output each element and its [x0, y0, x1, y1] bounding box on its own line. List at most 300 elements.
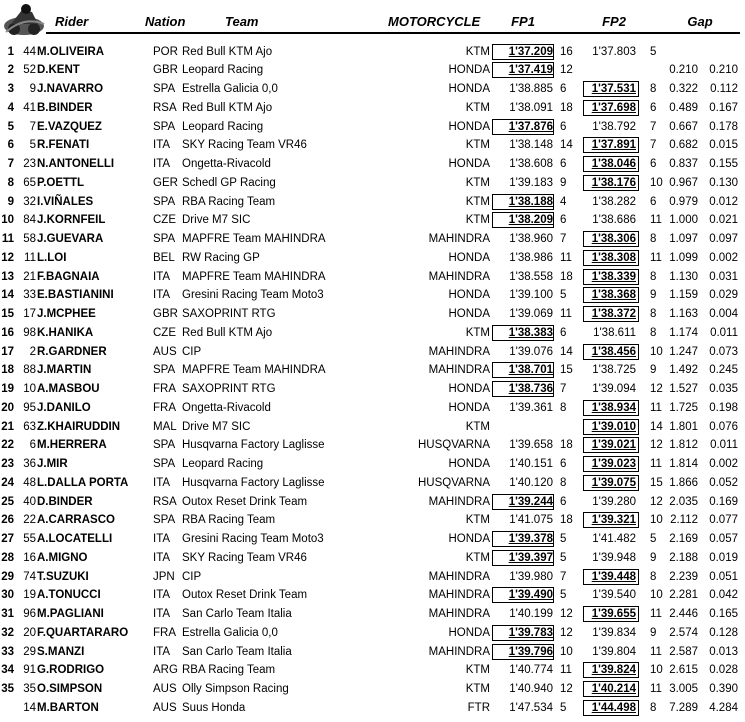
nation-cell: MAL: [153, 420, 177, 433]
fp1-time-cell: 1'39.397: [508, 551, 553, 564]
fp1-lap-cell: 14: [560, 345, 573, 358]
gap-previous-cell: 0.165: [709, 608, 738, 620]
gap-first-cell: 2.035: [669, 495, 698, 508]
fp1-lap-cell: 8: [560, 476, 567, 489]
rider-name-cell: M.BARTON: [37, 701, 99, 714]
position-cell: 27: [1, 533, 14, 545]
fp1-lap-cell: 15: [560, 364, 573, 377]
motorcycle-cell: HONDA: [448, 383, 490, 395]
position-cell: 9: [7, 195, 14, 208]
rider-name-cell: A.MIGNO: [37, 551, 88, 564]
nation-cell: SPA: [153, 458, 176, 470]
gap-first-cell: 2.239: [669, 570, 698, 583]
rider-name-cell: A.CARRASCO: [37, 514, 115, 527]
position-cell: 5: [7, 120, 14, 133]
fp2-lap-cell: 7: [650, 120, 657, 133]
motorcycle-cell: HUSQVARNA: [418, 476, 490, 489]
gap-first-cell: 1.174: [669, 326, 698, 339]
rider-number-cell: 20: [23, 626, 36, 639]
motorcycle-cell: KTM: [465, 683, 490, 695]
gap-previous-cell: 0.077: [709, 514, 738, 527]
motorcycle-cell: HONDA: [448, 308, 490, 320]
table-row: [0, 268, 745, 287]
fp2-lap-cell: 12: [650, 495, 663, 508]
nation-cell: BEL: [153, 251, 175, 264]
team-cell: CIP: [182, 570, 202, 583]
team-cell: CIP: [182, 345, 202, 358]
motorcycle-cell: HONDA: [448, 626, 490, 639]
rider-number-cell: 55: [23, 533, 36, 545]
table-row: [0, 99, 745, 118]
table-row: [0, 249, 745, 268]
fp2-lap-cell: 11: [650, 683, 662, 695]
rider-number-cell: 63: [23, 420, 36, 433]
gap-first-cell: 1.527: [669, 383, 698, 395]
team-cell: Olly Simpson Racing: [182, 683, 289, 695]
nation-cell: CZE: [153, 326, 176, 339]
nation-cell: CZE: [153, 214, 176, 227]
nation-cell: ITA: [153, 589, 171, 602]
motorcycle-cell: HONDA: [448, 120, 490, 133]
fp1-lap-cell: 14: [560, 139, 573, 152]
position-cell: 29: [1, 570, 14, 583]
gap-first-cell: 1.812: [669, 439, 698, 452]
header-fp2: FP2: [602, 14, 626, 29]
position-cell: 13: [1, 270, 14, 283]
fp2-time-cell: 1'38.725: [592, 364, 636, 377]
fp1-time-cell: 1'40.940: [509, 683, 553, 695]
fp1-time-cell: 1'39.980: [509, 570, 553, 583]
gap-previous-cell: 0.057: [709, 533, 738, 545]
nation-cell: AUS: [153, 683, 177, 695]
team-cell: Drive M7 SIC: [182, 420, 251, 433]
header-motorcycle: MOTORCYCLE: [388, 14, 481, 29]
fp2-lap-cell: 9: [650, 551, 657, 564]
gap-first-cell: 2.188: [669, 551, 698, 564]
gap-first-cell: 2.169: [669, 533, 698, 545]
position-cell: 35: [1, 683, 14, 695]
nation-cell: ITA: [153, 289, 171, 302]
gap-previous-cell: 0.097: [709, 233, 738, 245]
motorcycle-cell: MAHINDRA: [428, 589, 490, 602]
gap-first-cell: 0.489: [669, 101, 698, 114]
table-row: [0, 624, 745, 643]
motorcycle-cell: HONDA: [448, 289, 490, 302]
team-cell: San Carlo Team Italia: [182, 645, 292, 658]
rider-number-cell: 35: [23, 683, 36, 695]
fp1-time-cell: 1'39.244: [508, 495, 553, 508]
rider-number-cell: 7: [29, 120, 36, 133]
fp2-lap-cell: 10: [650, 589, 663, 602]
fp2-time-cell: 1'39.948: [592, 551, 636, 564]
gap-previous-cell: 0.035: [709, 383, 738, 395]
table-row: [0, 530, 745, 549]
gap-previous-cell: 0.042: [709, 589, 738, 602]
gap-previous-cell: 0.031: [709, 270, 738, 283]
fp2-lap-cell: 9: [650, 364, 657, 377]
rider-number-cell: 58: [23, 233, 36, 245]
fp2-lap-cell: 8: [650, 570, 657, 583]
table-row: [0, 305, 745, 324]
team-cell: Red Bull KTM Ajo: [182, 101, 273, 114]
rider-number-cell: 5: [29, 139, 36, 152]
fp2-time-cell: 1'37.531: [591, 83, 636, 95]
gap-first-cell: 1.492: [669, 364, 698, 377]
fp2-time-cell: 1'39.321: [591, 514, 636, 527]
nation-cell: ITA: [153, 270, 171, 283]
position-cell: 3: [7, 83, 14, 95]
fp1-lap-cell: 11: [560, 308, 572, 320]
position-cell: 22: [1, 439, 14, 452]
fp1-lap-cell: 12: [560, 608, 573, 620]
fp1-lap-cell: 6: [560, 458, 567, 470]
rider-name-cell: R.FENATI: [37, 139, 90, 152]
fp1-lap-cell: 5: [560, 589, 567, 602]
fp2-time-cell: 1'38.686: [592, 214, 636, 227]
nation-cell: SPA: [153, 514, 176, 527]
rider-name-cell: M.OLIVEIRA: [37, 45, 105, 58]
rider-number-cell: 36: [23, 458, 36, 470]
fp1-lap-cell: 16: [560, 45, 573, 58]
nation-cell: POR: [153, 45, 178, 58]
team-cell: Outox Reset Drink Team: [182, 495, 308, 508]
gap-first-cell: 7.289: [669, 701, 698, 714]
gap-previous-cell: 0.155: [709, 158, 738, 170]
gap-first-cell: 2.574: [669, 626, 698, 639]
fp1-time-cell: 1'41.075: [509, 514, 553, 527]
rider-number-cell: 11: [24, 251, 36, 264]
fp1-time-cell: 1'39.796: [508, 645, 553, 658]
gap-first-cell: 0.667: [669, 120, 698, 133]
nation-cell: ITA: [153, 608, 171, 620]
nation-cell: GER: [153, 176, 178, 189]
fp1-lap-cell: 18: [560, 101, 573, 114]
fp2-lap-cell: 10: [650, 176, 663, 189]
fp2-lap-cell: 11: [650, 214, 662, 227]
fp1-lap-cell: 9: [560, 176, 567, 189]
fp2-lap-cell: 9: [650, 289, 657, 302]
fp1-time-cell: 1'39.100: [509, 289, 553, 302]
team-cell: Estrella Galicia 0,0: [182, 626, 278, 639]
rider-number-cell: 65: [23, 176, 36, 189]
position-cell: 24: [1, 476, 14, 489]
rider-name-cell: S.MANZI: [37, 645, 85, 658]
rider-number-cell: 74: [23, 570, 36, 583]
position-cell: 32: [1, 626, 14, 639]
nation-cell: ITA: [153, 158, 171, 170]
position-cell: 30: [1, 589, 14, 602]
nation-cell: ITA: [153, 551, 171, 564]
gap-first-cell: 1.163: [669, 308, 698, 320]
table-row: [0, 605, 745, 624]
header-nation: Nation: [145, 14, 186, 29]
motorcycle-cell: MAHINDRA: [428, 608, 490, 620]
fp1-lap-cell: 11: [560, 664, 572, 677]
gap-first-cell: 1.130: [669, 270, 698, 283]
team-cell: RBA Racing Team: [182, 195, 276, 208]
position-cell: 6: [7, 139, 14, 152]
team-cell: Gresini Racing Team Moto3: [182, 533, 324, 545]
rider-name-cell: J.MCPHEE: [37, 308, 96, 320]
motorcycle-cell: MAHINDRA: [428, 270, 490, 283]
fp1-time-cell: 1'39.783: [508, 626, 553, 639]
motorcycle-cell: KTM: [465, 420, 490, 433]
fp1-time-cell: 1'38.148: [509, 139, 553, 152]
fp2-lap-cell: 11: [650, 608, 662, 620]
fp2-time-cell: 1'39.448: [591, 570, 636, 583]
fp2-time-cell: 1'39.023: [591, 458, 636, 470]
fp1-time-cell: 1'39.361: [509, 401, 553, 414]
table-row: [0, 155, 745, 174]
rider-number-cell: 48: [23, 476, 36, 489]
rider-name-cell: O.SIMPSON: [37, 683, 103, 695]
table-row: [0, 380, 745, 399]
team-cell: Estrella Galicia 0,0: [182, 83, 278, 95]
fp1-lap-cell: 6: [560, 326, 567, 339]
fp2-lap-cell: 6: [650, 158, 657, 170]
fp2-time-cell: 1'38.792: [592, 120, 636, 133]
position-cell: 15: [1, 308, 14, 320]
fp1-time-cell: 1'37.419: [508, 64, 553, 77]
gap-previous-cell: 0.076: [709, 420, 738, 433]
gap-first-cell: 0.967: [669, 176, 698, 189]
rider-name-cell: E.VAZQUEZ: [37, 120, 102, 133]
fp1-time-cell: 1'40.151: [509, 458, 553, 470]
gap-previous-cell: 0.178: [709, 120, 738, 133]
fp2-lap-cell: 10: [650, 664, 663, 677]
team-cell: Drive M7 SIC: [182, 214, 251, 227]
motorcycle-cell: KTM: [465, 214, 490, 227]
fp2-time-cell: 1'41.482: [592, 533, 636, 545]
fp1-time-cell: 1'38.558: [509, 270, 553, 283]
fp1-time-cell: 1'38.383: [508, 326, 553, 339]
rider-number-cell: 52: [23, 64, 36, 77]
fp2-time-cell: 1'39.010: [591, 420, 636, 433]
position-cell: 16: [1, 326, 14, 339]
fp1-lap-cell: 12: [560, 683, 573, 695]
gap-previous-cell: 0.011: [710, 439, 738, 452]
position-cell: 19: [1, 383, 14, 395]
fp2-lap-cell: 8: [650, 233, 657, 245]
team-cell: Leopard Racing: [182, 64, 264, 77]
fp2-lap-cell: 8: [650, 83, 657, 95]
gap-previous-cell: 0.245: [709, 364, 738, 377]
fp1-time-cell: 1'40.774: [509, 664, 553, 677]
fp1-time-cell: 1'39.378: [508, 533, 553, 545]
motorcycle-cell: KTM: [465, 101, 490, 114]
motorcycle-cell: KTM: [465, 176, 490, 189]
fp1-lap-cell: 6: [560, 120, 567, 133]
fp2-time-cell: 1'38.372: [591, 308, 636, 320]
gap-previous-cell: 0.052: [709, 476, 738, 489]
nation-cell: SPA: [153, 120, 176, 133]
nation-cell: ITA: [153, 139, 171, 152]
gap-first-cell: 2.587: [669, 645, 698, 658]
fp1-time-cell: 1'38.701: [508, 364, 553, 377]
fp2-time-cell: 1'39.655: [591, 608, 636, 620]
rider-name-cell: J.MIR: [37, 458, 68, 470]
fp2-time-cell: 1'38.339: [591, 270, 636, 283]
motorcycle-cell: HONDA: [448, 458, 490, 470]
nation-cell: ITA: [153, 533, 171, 545]
fp2-time-cell: 1'39.804: [592, 645, 636, 658]
rider-number-cell: 33: [23, 289, 36, 302]
team-cell: RBA Racing Team: [182, 664, 276, 677]
gap-previous-cell: 0.029: [709, 289, 738, 302]
rider-number-cell: 98: [23, 326, 36, 339]
fp1-time-cell: 1'38.608: [509, 158, 553, 170]
fp1-time-cell: 1'38.885: [509, 83, 553, 95]
gap-previous-cell: 0.198: [709, 401, 738, 414]
motorcycle-cell: KTM: [465, 551, 490, 564]
table-row: [0, 586, 745, 605]
gap-previous-cell: 0.112: [710, 83, 738, 95]
fp1-time-cell: 1'39.490: [508, 589, 553, 602]
rider-number-cell: 88: [23, 364, 36, 377]
fp2-time-cell: 1'38.282: [592, 195, 636, 208]
position-cell: 10: [1, 214, 14, 227]
gap-first-cell: 0.837: [669, 158, 698, 170]
table-row: [0, 361, 745, 380]
rider-name-cell: L.DALLA PORTA: [37, 476, 129, 489]
gap-first-cell: 1.814: [669, 458, 698, 470]
motorcycle-cell: KTM: [465, 139, 490, 152]
rider-name-cell: T.SUZUKI: [37, 570, 89, 583]
fp1-time-cell: 1'39.076: [509, 345, 553, 358]
fp2-time-cell: 1'37.698: [591, 101, 636, 114]
header-rider: Rider: [55, 14, 89, 29]
rider-name-cell: D.KENT: [37, 64, 80, 77]
fp1-lap-cell: 12: [560, 626, 573, 639]
rider-number-cell: 96: [23, 608, 36, 620]
table-row: [0, 418, 745, 437]
table-row: [0, 193, 745, 212]
rider-number-cell: 19: [23, 589, 36, 602]
rider-number-cell: 2: [29, 345, 36, 358]
gap-previous-cell: 0.130: [709, 176, 738, 189]
fp2-time-cell: 1'38.176: [591, 176, 636, 189]
position-cell: 4: [7, 101, 14, 114]
team-cell: Husqvarna Factory Laglisse: [182, 476, 325, 489]
fp2-lap-cell: 11: [650, 645, 662, 658]
table-row: [0, 699, 745, 718]
rider-name-cell: L.LOI: [37, 251, 67, 264]
fp2-lap-cell: 11: [650, 401, 662, 414]
team-cell: San Carlo Team Italia: [182, 608, 292, 620]
fp1-lap-cell: 6: [560, 495, 567, 508]
gap-previous-cell: 0.051: [709, 570, 738, 583]
gap-first-cell: 0.979: [669, 195, 698, 208]
position-cell: 31: [1, 608, 14, 620]
nation-cell: ARG: [153, 664, 178, 677]
fp2-time-cell: 1'38.611: [593, 326, 636, 339]
fp2-lap-cell: 5: [650, 45, 657, 58]
motorcycle-cell: HUSQVARNA: [418, 439, 490, 452]
table-row: [0, 230, 745, 249]
rider-name-cell: J.MARTIN: [37, 364, 92, 377]
table-row: [0, 324, 745, 343]
nation-cell: FRA: [153, 626, 176, 639]
rider-name-cell: A.LOCATELLI: [37, 533, 113, 545]
rider-name-cell: E.BASTIANINI: [37, 289, 114, 302]
rider-name-cell: R.GARDNER: [37, 345, 107, 358]
gap-previous-cell: 0.012: [709, 195, 738, 208]
rider-number-cell: 10: [23, 383, 36, 395]
nation-cell: RSA: [153, 495, 177, 508]
fp1-lap-cell: 7: [560, 233, 567, 245]
gap-first-cell: 1.801: [669, 420, 698, 433]
fp1-lap-cell: 6: [560, 158, 567, 170]
rider-name-cell: Z.KHAIRUDDIN: [37, 420, 121, 433]
position-cell: 26: [1, 514, 14, 527]
motorcycle-cell: HONDA: [448, 158, 490, 170]
team-cell: MAPFRE Team MAHINDRA: [182, 270, 326, 283]
nation-cell: FRA: [153, 383, 176, 395]
rider-name-cell: J.GUEVARA: [37, 233, 104, 245]
position-cell: 25: [1, 495, 14, 508]
fp2-lap-cell: 10: [650, 345, 663, 358]
fp1-time-cell: 1'37.876: [508, 120, 553, 133]
rider-number-cell: 9: [29, 83, 36, 95]
fp1-lap-cell: 7: [560, 383, 567, 395]
rider-number-cell: 29: [23, 645, 36, 658]
fp2-time-cell: 1'39.075: [591, 476, 636, 489]
gap-first-cell: 1.099: [669, 251, 698, 264]
nation-cell: JPN: [153, 570, 175, 583]
fp1-lap-cell: 12: [560, 64, 573, 77]
position-cell: 21: [1, 420, 14, 433]
gap-previous-cell: 0.011: [710, 326, 738, 339]
rider-name-cell: B.BINDER: [37, 101, 93, 114]
header-team: Team: [225, 14, 259, 29]
fp1-time-cell: 1'40.199: [509, 608, 553, 620]
team-cell: Red Bull KTM Ajo: [182, 326, 273, 339]
gap-first-cell: 2.112: [670, 514, 698, 527]
fp1-lap-cell: 5: [560, 701, 567, 714]
team-cell: Ongetta-Rivacold: [182, 158, 271, 170]
fp1-time-cell: 1'38.960: [509, 233, 553, 245]
rider-name-cell: M.HERRERA: [37, 439, 107, 452]
team-cell: RW Racing GP: [182, 251, 260, 264]
team-cell: Husqvarna Factory Laglisse: [182, 439, 325, 452]
team-cell: SAXOPRINT RTG: [182, 308, 276, 320]
table-row: [0, 643, 745, 662]
motorcycle-cell: HONDA: [448, 401, 490, 414]
motorcycle-cell: KTM: [465, 326, 490, 339]
motorcycle-cell: KTM: [465, 195, 490, 208]
fp2-time-cell: 1'39.021: [591, 439, 636, 452]
fp1-time-cell: 1'37.209: [508, 45, 553, 58]
rider-number-cell: 23: [23, 158, 36, 170]
fp2-lap-cell: 8: [650, 701, 657, 714]
table-row: [0, 474, 745, 493]
fp2-lap-cell: 5: [650, 533, 657, 545]
table-row: [0, 568, 745, 587]
gap-previous-cell: 0.073: [709, 345, 738, 358]
gap-previous-cell: 0.015: [709, 139, 738, 152]
nation-cell: ITA: [153, 476, 171, 489]
gap-previous-cell: 0.169: [709, 495, 738, 508]
rider-number-cell: 17: [23, 308, 36, 320]
gap-previous-cell: 0.128: [709, 626, 738, 639]
fp2-time-cell: 1'38.368: [591, 289, 636, 302]
table-row: [0, 436, 745, 455]
rider-name-cell: J.KORNFEIL: [37, 214, 106, 227]
motorcycle-cell: KTM: [465, 664, 490, 677]
fp1-time-cell: 1'38.736: [508, 383, 553, 395]
gap-first-cell: 3.005: [669, 683, 698, 695]
gap-first-cell: 0.682: [669, 139, 698, 152]
